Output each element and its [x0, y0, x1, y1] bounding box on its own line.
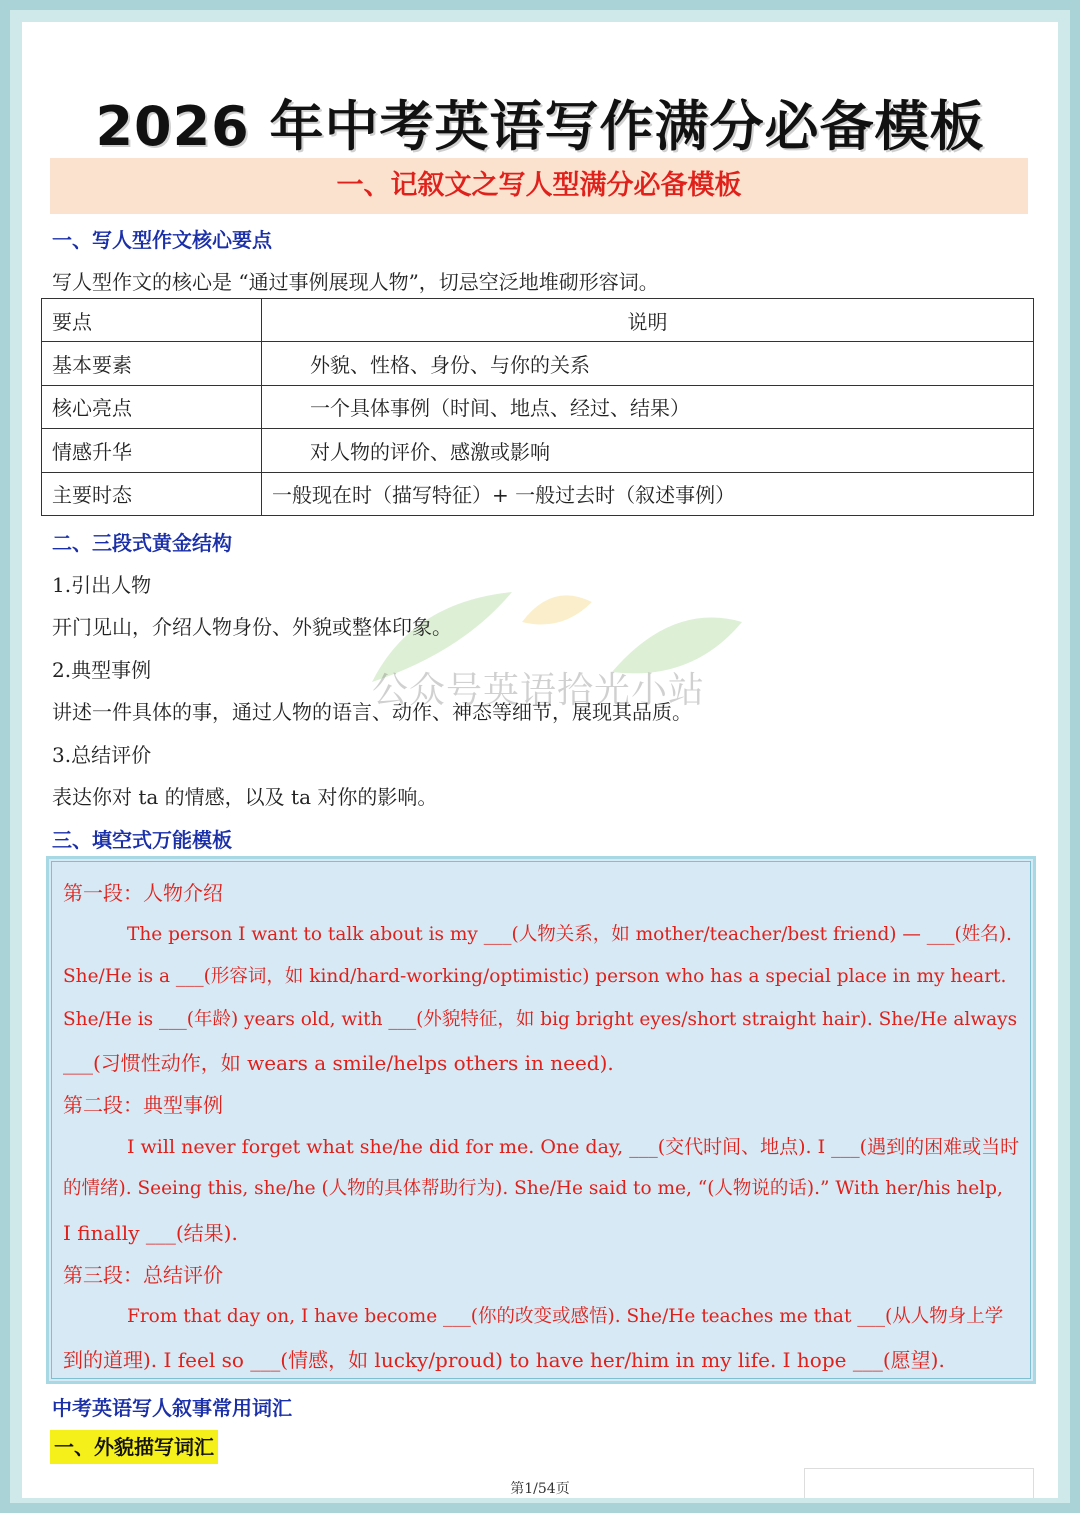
template-paragraph-title: 第三段：总结评价: [63, 1263, 223, 1287]
vocab-subheading: 一、外貌描写词汇: [50, 1430, 218, 1464]
template-line: 的情绪). Seeing this, she/he (人物的具体帮助行为). She/He said to me, “(人物说的话).” With her/his help,: [63, 1178, 1003, 1199]
template-line: She/He is a ___(形容词，如 kind/hard-working/optimistic) person who has a special place in my heart.: [63, 966, 1007, 987]
table-header-cell: 说明: [262, 299, 1034, 342]
table-cell: 核心亮点: [42, 385, 262, 428]
section1-heading: 一、写人型作文核心要点: [52, 228, 272, 252]
template-paragraph-title: 第一段：人物介绍: [63, 881, 223, 905]
structure-item-label: 1.引出人物: [52, 573, 152, 597]
template-box: [46, 856, 1036, 1384]
section3-heading: 三、填空式万能模板: [52, 828, 232, 852]
template-line: 到的道理). I feel so ___(情感，如 lucky/proud) to have her/him in my life. I hope ___(愿望).: [63, 1348, 945, 1372]
template-line: She/He is ___(年龄) years old, with ___(外貌特征，如 big bright eyes/short straight hair). She/He always: [63, 1009, 1018, 1030]
template-line: The person I want to talk about is my ___(人物关系，如 mother/teacher/best friend) — ___(姓名).: [127, 924, 1012, 945]
section1-intro: 写人型作文的核心是 “通过事例展现人物”，切忌空泛地堆砌形容词。: [52, 270, 659, 294]
template-line: From that day on, I have become ___(你的改变或感悟). She/He teaches me that ___(从人物身上学: [127, 1306, 1004, 1327]
key-points-table: [41, 298, 1034, 516]
table-header-cell: 要点: [42, 299, 262, 342]
table-row: [42, 429, 1034, 472]
table-cell: 基本要素: [42, 342, 262, 385]
watermark-text: 公众号英语拾光小站: [372, 670, 706, 711]
vocab-title: 中考英语写人叙事常用词汇: [52, 1396, 292, 1420]
table-row: [42, 472, 1034, 515]
template-paragraph-title: 第二段：典型事例: [63, 1093, 223, 1117]
table-cell: 外貌、性格、身份、与你的关系: [262, 342, 1034, 385]
document-page: [22, 22, 1058, 1498]
table-cell: 一个具体事例（时间、地点、经过、结果）: [262, 385, 1034, 428]
table-cell: 主要时态: [42, 472, 262, 515]
template-line: I will never forget what she/he did for me. One day, ___(交代时间、地点). I ___(遇到的困难或当时: [127, 1136, 1020, 1158]
section2-heading: 二、三段式黄金结构: [52, 531, 232, 555]
structure-item-desc: 开门见山，介绍人物身份、外貌或整体印象。: [52, 615, 452, 639]
structure-item-desc: 表达你对 ta 的情感，以及 ta 对你的影响。: [52, 785, 438, 809]
page-number: 第1/54页: [510, 1481, 570, 1497]
structure-item-label: 3.总结评价: [52, 743, 152, 767]
table-row: [42, 385, 1034, 428]
structure-item-label: 2.典型事例: [52, 658, 152, 682]
table-header-row: [42, 299, 1034, 342]
table-row: [42, 342, 1034, 385]
table-cell: 情感升华: [42, 429, 262, 472]
document-title: 2026 年中考英语写作满分必备模板: [95, 95, 985, 158]
structure-item-desc: 讲述一件具体的事，通过人物的语言、动作、神态等细节，展现其品质。: [52, 700, 692, 724]
section-banner: 一、记叙文之写人型满分必备模板: [50, 158, 1028, 214]
template-line: ___(习惯性动作，如 wears a smile/helps others in need).: [63, 1051, 614, 1075]
table-cell: 一般现在时（描写特征）+ 一般过去时（叙述事例）: [262, 472, 1034, 515]
table-cell: 对人物的评价、感激或影响: [262, 429, 1034, 472]
template-line: I finally ___(结果).: [63, 1221, 238, 1245]
